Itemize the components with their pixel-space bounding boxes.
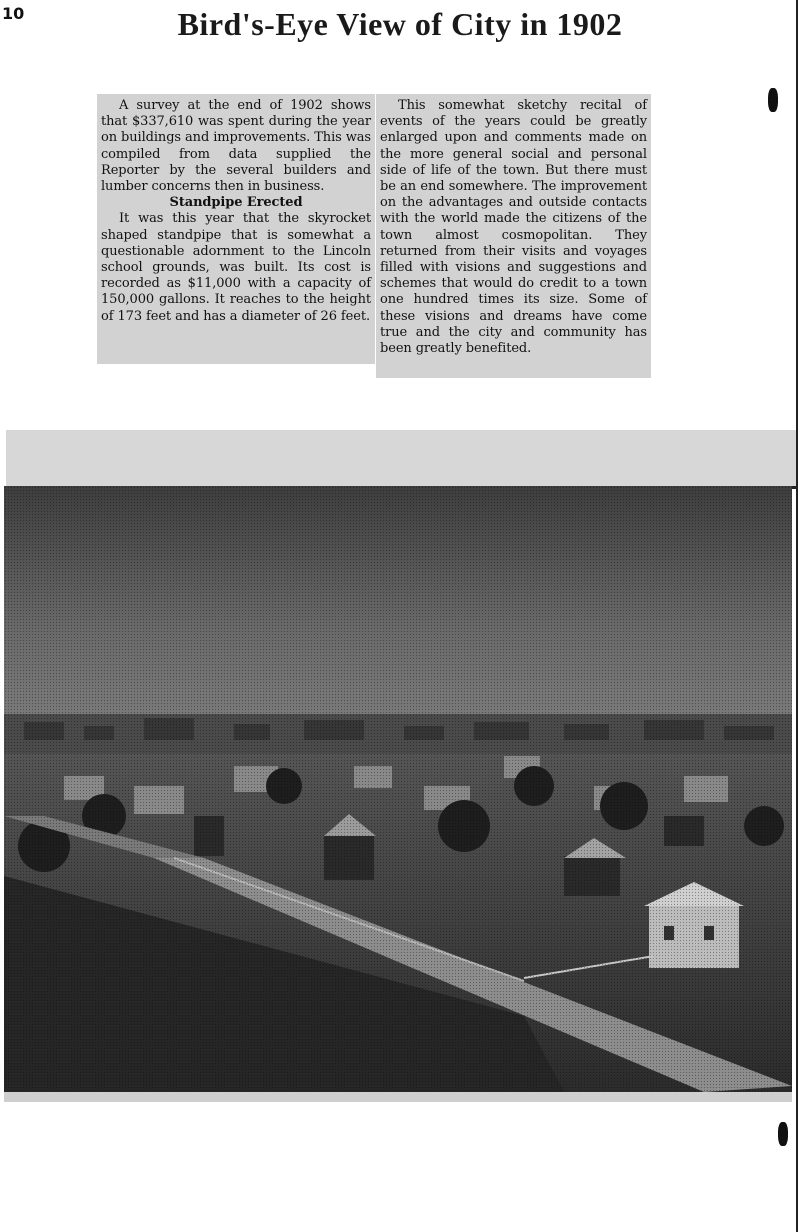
- article-right-column: [376, 94, 651, 378]
- page-number: 10: [2, 4, 25, 23]
- binding-mark-top: [768, 88, 778, 112]
- headline-band: [6, 430, 796, 489]
- photo-headline: Bird's-Eye View of City in 1902: [177, 6, 623, 42]
- article-left-column: [97, 94, 375, 364]
- page-edge-line: [796, 0, 798, 1232]
- left-paragraph-1: A survey at the end of 1902 shows that $337,610 was spent during the year on buildings and improvements. This was compiled from data supplied the Reporter by the several builders and lumber concerns then in business.: [101, 98, 371, 195]
- subheading-standpipe: Standpipe Erected: [169, 195, 303, 211]
- birds-eye-photo: [4, 486, 792, 1092]
- photo-bottom-border: [4, 1092, 792, 1102]
- left-paragraph-2: It was this year that the skyrocket shaped standpipe that is somewhat a questionable adornment to the Lincoln school grounds, was built. Its cost is recorded as $11,000 with a capacity of 150,000 gallons. It reaches to the height of 173 feet and has a diameter of 26 feet.: [101, 211, 371, 324]
- right-paragraph-1: This somewhat sketchy recital of events of the years could be greatly enlarged upon and comments made on the more general social and personal side of life of the town. But there must be an end somewhere. The improvement on the advantages and outside contacts with the world made the citizens of the town almost cosmopolitan. They returned from their visits and voyages filled with visions and suggestions and schemes that would do credit to a town one hundred times its size. Some of these visions and dreams have come true and the city and community has been greatly benefited.: [380, 98, 647, 357]
- binding-mark-bottom: [778, 1122, 788, 1146]
